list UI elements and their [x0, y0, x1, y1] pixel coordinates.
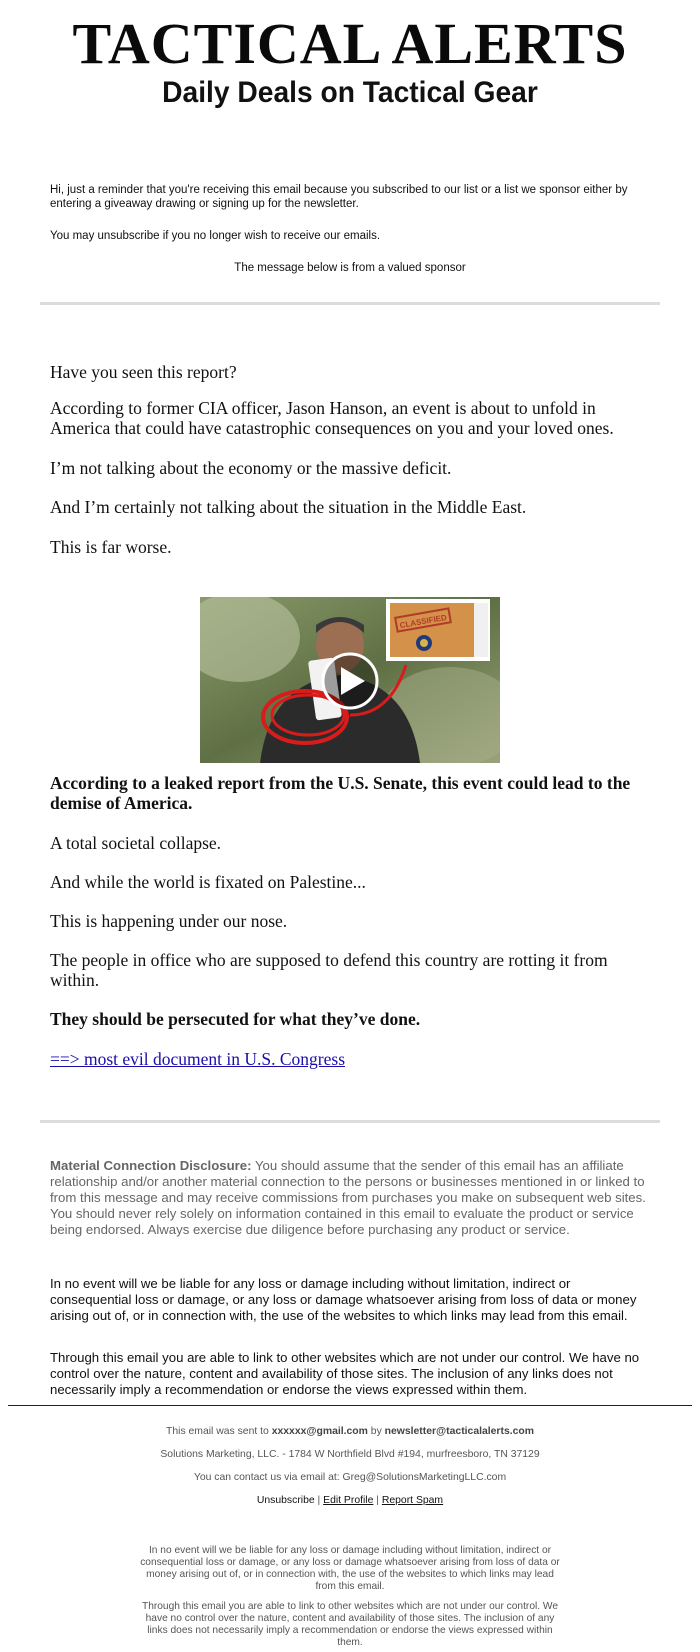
- material-disclosure: [50, 1158, 650, 1238]
- divider: [40, 302, 660, 305]
- sender-email: newsletter@tacticalalerts.com: [384, 1426, 534, 1437]
- disclosure-text: You should assume that the sender of this email has an affiliate relationship and/or another material connection to the persons or businesses mentioned in or linked to from this message and may receive commissions from purchases you make on subsequent web sites. You should never rely solely on information contained in this email to evaluate the product or service being endorsed. Always exercise due diligence before purchasing any product or service.: [50, 1158, 646, 1237]
- sent-prefix: This email was sent to: [166, 1426, 272, 1437]
- edit-profile-link[interactable]: Edit Profile: [323, 1495, 374, 1506]
- report-spam-link[interactable]: Report Spam: [381, 1495, 444, 1506]
- footer-links: [0, 1494, 700, 1507]
- cta-link[interactable]: ==> most evil document in U.S. Congress: [50, 1049, 346, 1069]
- postal-address: Solutions Marketing, LLC. - 1784 W Northfield Blvd #194, murfreesboro, TN 37129: [160, 1449, 540, 1460]
- cta-link-row: [50, 1049, 650, 1069]
- body-paragraph: I’m not talking about the economy or the massive deficit.: [50, 458, 452, 478]
- body-paragraph: This is far worse.: [50, 537, 172, 557]
- unsubscribe-link[interactable]: Unsubscribe: [256, 1495, 315, 1506]
- body-paragraph: This is happening under our nose.: [50, 911, 288, 931]
- liability-disclaimer: In no event will we be liable for any loss or damage including without limitation, indirect or consequential loss or damage, or any loss or damage whatsoever arising from loss of data or money arising out of, or in connection with, the use of the websites to which links may lead from this email.: [50, 1276, 637, 1323]
- logo-title: TACTICAL ALERTS: [72, 11, 628, 76]
- header-logo[interactable]: [0, 11, 700, 110]
- contact-line: You can contact us via email at: Greg@SolutionsMarketingLLC.com: [193, 1472, 507, 1483]
- headline-paragraph: According to a leaked report from the U.S. Senate, this event could lead to the demise of America.: [50, 773, 631, 813]
- footer-external-links: Through this email you are able to link to other websites which are not under our control. We have no control over the nature, content and availability of those sites. The inclusion of any links does not necessarily imply a recommendation or endorse the views expressed within them.: [141, 1601, 559, 1648]
- sponsor-note: The message below is from a valued sponsor: [234, 262, 466, 274]
- link-separator: |: [314, 1495, 324, 1506]
- body-paragraph: The people in office who are supposed to defend this country are rotting it from within.: [50, 950, 608, 990]
- external-links-disclaimer: Through this email you are able to link to other websites which are not under our control. We have no control over the nature, content and availability of those sites. The inclusion of any links does not necessarily imply a recommendation or endorse the views expressed within them.: [50, 1350, 640, 1397]
- disclosure-label: Material Connection Disclosure:: [50, 1158, 252, 1173]
- unsubscribe-note: You may unsubscribe if you no longer wish to receive our emails.: [50, 230, 381, 242]
- divider: [40, 1120, 660, 1123]
- video-thumbnail[interactable]: [200, 597, 500, 763]
- video-frame: [200, 597, 500, 763]
- body-paragraph: Have you seen this report?: [50, 362, 237, 382]
- headline-paragraph: They should be persecuted for what they’ve done.: [50, 1009, 421, 1029]
- body-paragraph: And while the world is fixated on Palestine...: [50, 872, 366, 892]
- body-paragraph: And I’m certainly not talking about the situation in the Middle East.: [50, 497, 527, 517]
- footer-divider: [8, 1405, 692, 1406]
- subscription-reminder: Hi, just a reminder that you're receiving this email because you subscribed to our list or a list we sponsor either by entering a giveaway drawing or signing up for the newsletter.: [50, 184, 628, 210]
- link-separator: |: [373, 1495, 382, 1506]
- sent-by-prefix: by: [367, 1426, 385, 1437]
- footer-liability: In no event will we be liable for any loss or damage including without limitation, indirect or consequential loss or damage, or any loss or damage whatsoever arising from loss of data or money arising out of, or in connection with, the use of the websites to which links may lead from this email.: [140, 1545, 560, 1592]
- recipient-email: xxxxxx@gmail.com: [271, 1426, 368, 1437]
- body-paragraph: According to former CIA officer, Jason Hanson, an event is about to unfold in America that could have catastrophic consequences on you and your loved ones.: [50, 398, 614, 438]
- logo-subtitle: Daily Deals on Tactical Gear: [162, 76, 538, 109]
- classified-stamp: CLASSIFIED: [399, 612, 448, 631]
- body-paragraph: A total societal collapse.: [50, 833, 222, 853]
- sent-to-line: [0, 1425, 700, 1438]
